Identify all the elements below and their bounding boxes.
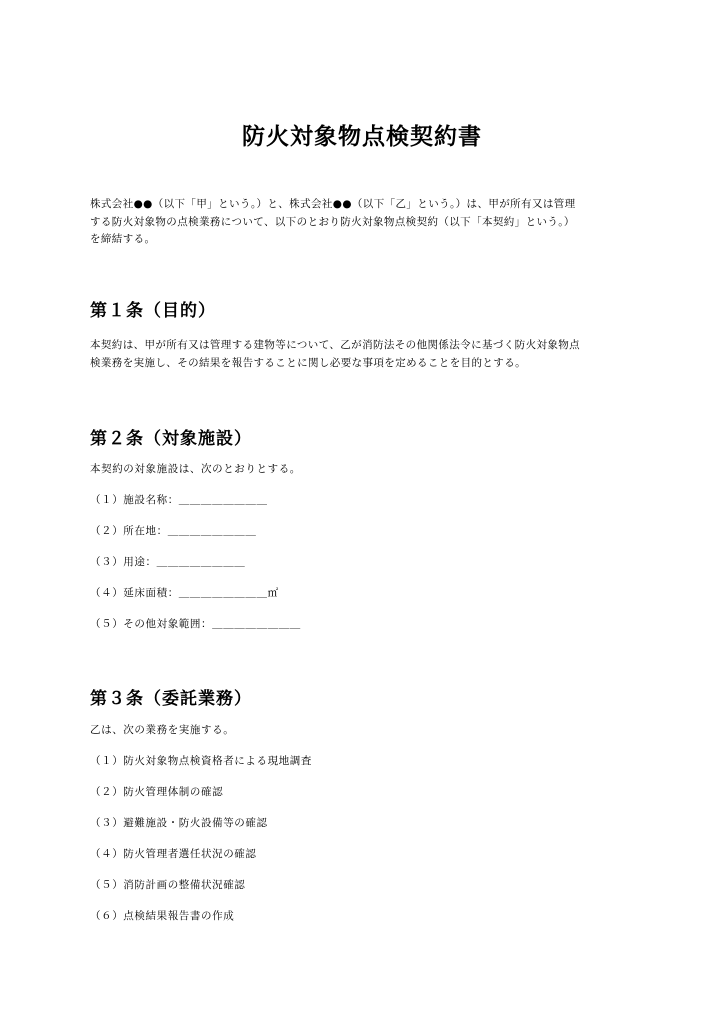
article2-heading: 第２条（対象施設）: [90, 429, 252, 449]
article3-item-5: （５）消防計画の整備状況確認: [90, 879, 246, 891]
article3-heading: 第３条（委託業務）: [90, 689, 252, 709]
article3-item-1: （１）防火対象物点検資格者による現地調査: [90, 755, 312, 767]
preamble-line: を締結する。: [90, 233, 156, 245]
article1-heading: 第１条（目的）: [90, 301, 216, 321]
article1-body: [90, 337, 650, 372]
preamble-paragraph: [90, 196, 650, 249]
article3-item-6: （６）点検結果報告書の作成: [90, 910, 235, 922]
article3-item-4: （４）防火管理者選任状況の確認: [90, 848, 257, 860]
article3-intro: 乙は、次の業務を実施する。: [90, 724, 235, 736]
document-title: 防火対象物点検契約書: [242, 124, 482, 150]
article2-item-4: （４）延床面積：＿＿＿＿＿＿＿＿㎡: [90, 587, 279, 599]
article2-intro: 本契約の対象施設は、次のとおりとする。: [90, 463, 301, 475]
preamble-line: 株式会社●●（以下「甲」という。）と、株式会社●●（以下「乙」という。）は、甲が所有又は管理: [90, 198, 576, 210]
article2-item-1: （１）施設名称：＿＿＿＿＿＿＿＿: [90, 494, 268, 506]
article2-item-5: （５）その他対象範囲：＿＿＿＿＿＿＿＿: [90, 618, 301, 630]
preamble-line: する防火対象物の点検業務について、以下のとおり防火対象物点検契約（以下「本契約」という。）: [90, 215, 575, 228]
article2-item-3: （３）用途：＿＿＿＿＿＿＿＿: [90, 556, 246, 568]
article3-item-2: （２）防火管理体制の確認: [90, 786, 224, 798]
article3-item-3: （３）避難施設・防火設備等の確認: [90, 817, 268, 829]
article1-body-line: 検業務を実施し、その結果を報告することに関し必要な事項を定めることを目的とする。: [90, 356, 526, 369]
article1-body-line: 本契約は、甲が所有又は管理する建物等について、乙が消防法その他関係法令に基づく防火対象物点: [90, 339, 581, 351]
article2-item-2: （２）所在地：＿＿＿＿＿＿＿＿: [90, 525, 257, 537]
